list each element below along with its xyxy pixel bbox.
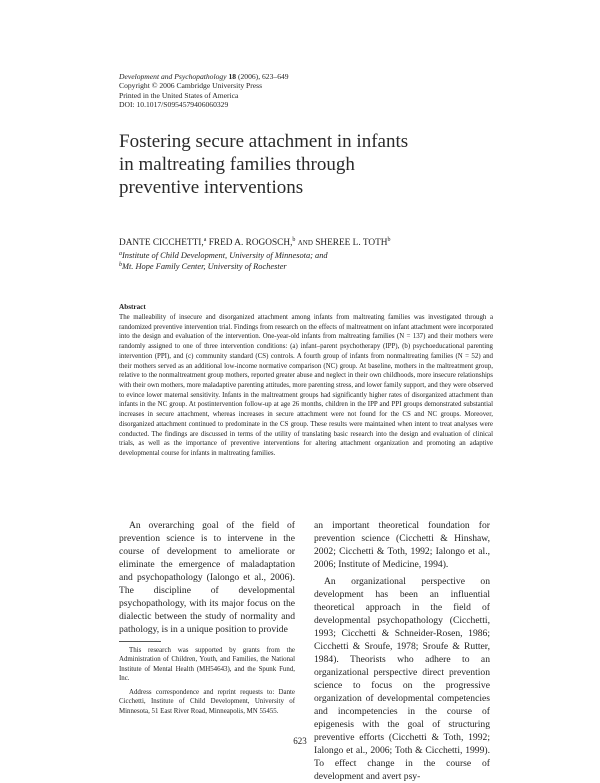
journal-header — [119, 72, 479, 109]
footnote-funding: This research was supported by grants from the Administration of Children, Youth, and Families, the National Institute of Mental Health (MH54643), and the Spunk Fund, Inc. — [119, 647, 295, 682]
journal-name: Development and Psychopathology — [119, 72, 227, 81]
title-line: preventive interventions — [119, 177, 304, 198]
page-number: 623 — [293, 736, 307, 746]
journal-pages: (2006), 623–649 — [236, 72, 289, 81]
affiliation-sup: a — [119, 251, 122, 257]
doi-line: DOI: 10.1017/S0954579406060329 — [119, 99, 229, 109]
journal-citation — [119, 72, 479, 81]
article-title — [119, 130, 509, 199]
affiliations — [119, 250, 519, 272]
title-line: Fostering secure attachment in infants — [119, 131, 409, 152]
footnote-address: Address correspondence and reprint requests to: Dante Cicchetti, Institute of Child Development, University of Minnesota, 51 East River Road, Minneapolis, MN 55455. — [119, 689, 295, 715]
author-sup: b — [387, 237, 391, 243]
affiliation-text: Mt. Hope Family Center, University of Rochester — [122, 262, 287, 271]
footnote-rule — [119, 641, 161, 642]
author-cicchetti: DANTE CICCHETTI, — [119, 238, 204, 248]
author-list — [119, 238, 519, 248]
printed-line: Printed in the United States of America — [119, 90, 239, 100]
affiliation — [119, 250, 519, 261]
author-rogosch: FRED A. ROGOSCH, — [208, 238, 293, 248]
abstract-text: The malleability of insecure and disorganized attachment among infants from maltreating families was investigated through a randomized preventive intervention trial. Findings from research on the effects of maltreatment on infant attachment were incorporated into the design and evaluation of the intervention. One-year-old infants from maltreating families (N = 137) and their mothers were randomly assigned to one of three intervention conditions: (a) infant–parent psychotherapy (IPP), (b) psychoeducational parenting intervention (PPI), and (c) community standard (CS) controls. A fourth group of infants from nonmaltreating families (N = 52) and their mothers served as an additional low-income normative comparison (NC) group. At baseline, mothers in the maltreatment group, relative to the nonmaltreatment group mothers, reported greater abuse and neglect in their own childhoods, more insecure relationships with their own mothers, more maladaptive parenting attitudes, more parenting stress, and lower family support, and they were observed to evince lower maternal sensitivity. Infants in the maltreatment groups had significantly higher rates of disorganized attachment than infants in the NC group. At postintervention follow-up at age 26 months, children in the IPP and PPI groups demonstrated substantial increases in secure attachment, whereas increases in secure attachment were not found for the CS and NC groups. Moreover, disorganized attachment continued to predominate in the CS group. These results were maintained when intent to treat analyses were conducted. The findings are discussed in terms of the utility of translating basic research into the design and evaluation of clinical trials, as well as the importance of preventive interventions for altering attachment organization and promoting an adaptive developmental course for infants in maltreating families. — [119, 314, 493, 458]
body-paragraph: An overarching goal of the field of prevention science is to intervene in the course of development to ameliorate or eliminate the emergence of maladaptation and psychopathology (Ialongo et al., 2006). The discipline of developmental psychopathology, with its major focus on the dialectic between the study of normality and pathology, is in a unique position to provide — [119, 520, 295, 635]
journal-volume: 18 — [228, 72, 237, 81]
abstract-heading: Abstract — [119, 303, 146, 311]
title-line: in maltreating families through — [119, 154, 355, 175]
author-toth: SHEREE L. TOTH — [315, 238, 388, 248]
body-paragraph: An organizational perspective on development has been an influential theoretical approach in the field of developmental psychopathology (Cicchetti, 1993; Cicchetti & Schneider-Rosen, 1986; Cicchetti & Sroufe, 1978; Sroufe & Rutter, 1984). Theorists who adhere to an organizational perspective direct prevention science to focus on the progressive organization of developmental competencies and incompetencies in the course of epigenesis with the goal of structuring preventive efforts (Cicchetti & Toth, 1992; Ialongo et al., 2006; Toth & Cicchetti, 1999). To effect change in the course of development and avert psy- — [314, 576, 490, 782]
affiliation — [119, 261, 519, 272]
footnotes — [119, 646, 295, 716]
affiliation-sup: b — [119, 262, 122, 268]
affiliation-text: Institute of Child Development, University of Minnesota; and — [122, 251, 328, 260]
author-conjunction: and — [297, 238, 313, 248]
body-paragraph-continued: an important theoretical foundation for prevention science (Cicchetti & Hinshaw, 2002; Cicchetti & Toth, 1992; Ialongo et al., 2006; Institute of Medicine, 1994). — [314, 520, 490, 570]
copyright-line: Copyright © 2006 Cambridge University Press — [119, 81, 263, 91]
author-sup: a — [203, 237, 207, 243]
body-column-left — [119, 519, 295, 636]
author-sup: b — [292, 237, 296, 243]
